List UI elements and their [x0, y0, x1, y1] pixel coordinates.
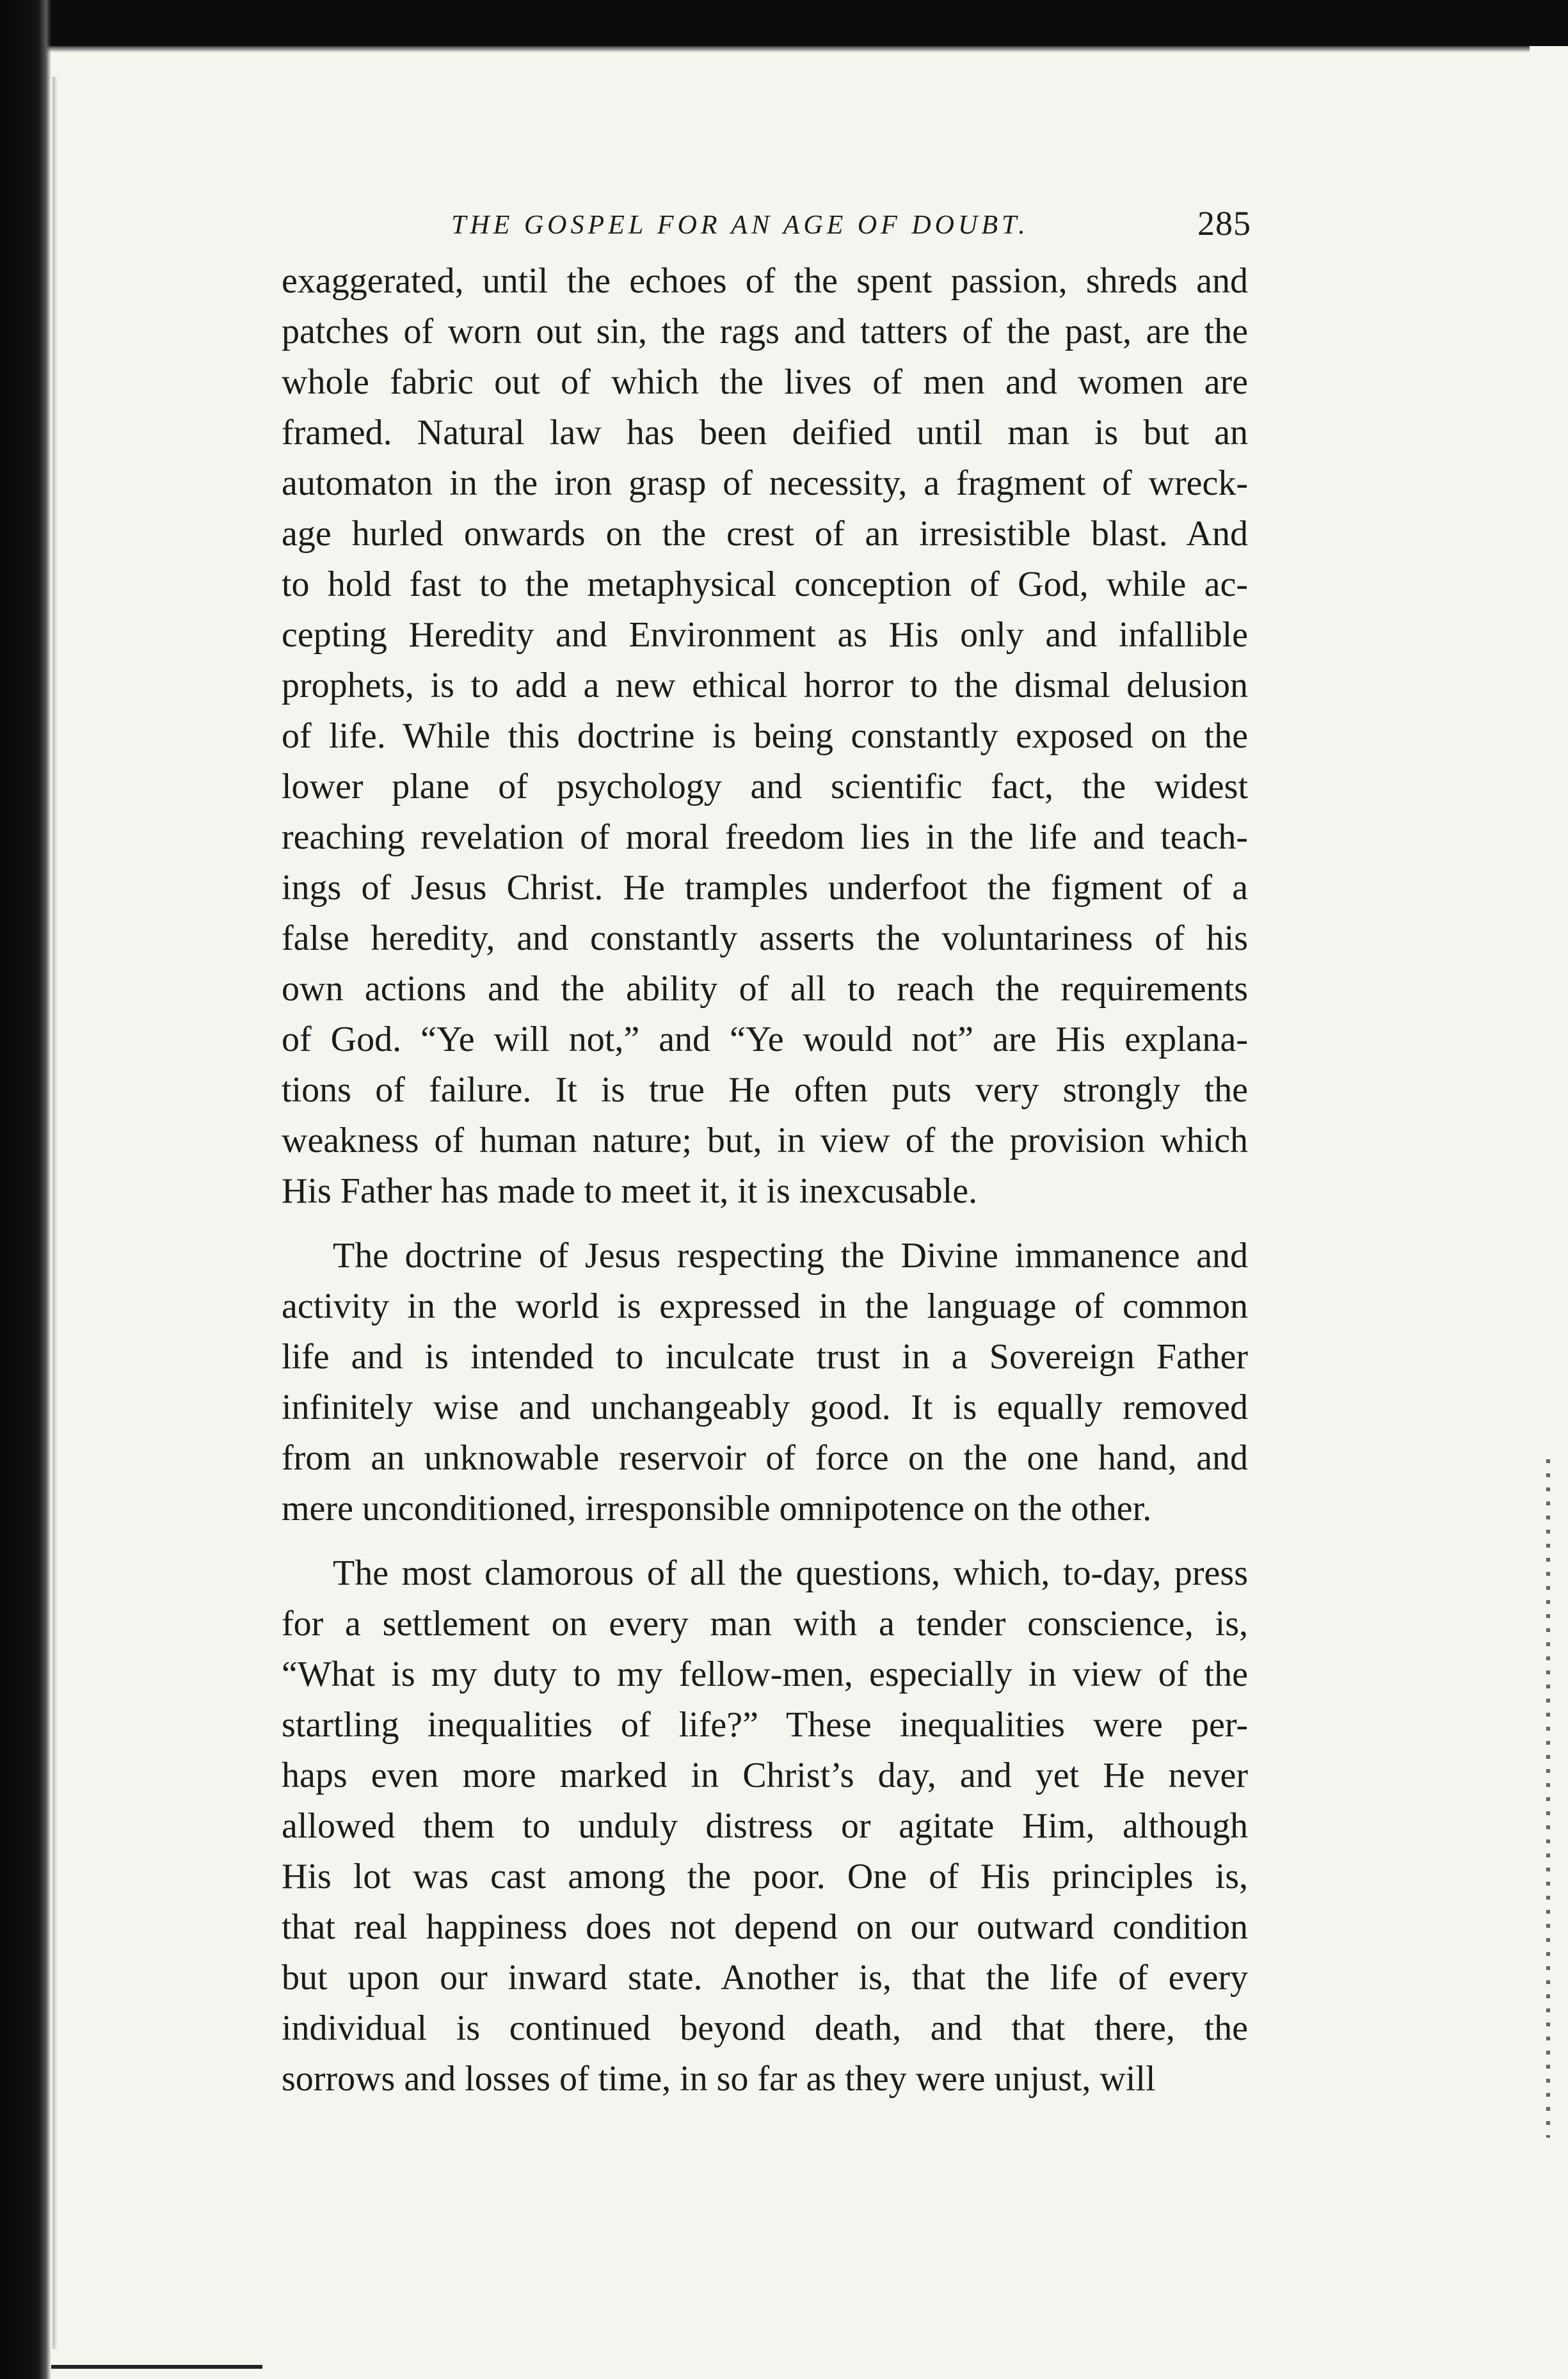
scan-edge-marks	[1546, 1459, 1550, 2138]
running-head	[259, 204, 1251, 248]
text-line: reaching revelation of moral freedom lies in the life and teach-	[282, 817, 1248, 857]
text-line: allowed them to unduly distress or agitate Him, although	[282, 1806, 1248, 1846]
text-line: The most clamorous of all the questions, which, to-day, press	[333, 1553, 1248, 1593]
text-line: ings of Jesus Christ. He tramples underfoot the figment of a	[282, 868, 1248, 908]
text-line: framed. Natural law has been deified until man is but an	[282, 413, 1248, 453]
paragraph-gap	[282, 1217, 1248, 1231]
text-line: His Father has made to meet it, it is inexcusable.	[282, 1171, 978, 1211]
paragraph	[282, 256, 1248, 1217]
text-line: own actions and the ability of all to reach the requirements	[282, 969, 1248, 1009]
text-line: startling inequalities of life?” These inequalities were per-	[282, 1705, 1248, 1745]
text-line: for a settlement on every man with a tender conscience, is,	[282, 1604, 1248, 1644]
scan-border-top-shadow	[38, 46, 1530, 52]
text-line: that real happiness does not depend on our outward condition	[282, 1907, 1248, 1947]
text-line: The doctrine of Jesus respecting the Divine immanence and	[333, 1236, 1248, 1276]
text-line: whole fabric out of which the lives of men and women are	[282, 362, 1248, 402]
paragraph	[282, 1548, 1248, 2104]
text-line: automaton in the iron grasp of necessity, a fragment of wreck-	[282, 463, 1248, 503]
text-line: lower plane of psychology and scientific fact, the widest	[282, 767, 1248, 806]
scan-border-bottom	[51, 2365, 262, 2369]
text-line: life and is intended to inculcate trust in a Sovereign Father	[282, 1337, 1248, 1377]
text-line: of God. “Ye will not,” and “Ye would not” are His explana-	[282, 1020, 1248, 1059]
running-title: THE GOSPEL FOR AN AGE OF DOUBT.	[451, 211, 1029, 240]
text-line: activity in the world is expressed in the language of common	[282, 1286, 1248, 1326]
text-line: prophets, is to add a new ethical horror to the dismal delusion	[282, 666, 1248, 705]
paragraph-gap	[282, 1534, 1248, 1548]
paragraph	[282, 1231, 1248, 1534]
text-line: His lot was cast among the poor. One of His principles is,	[282, 1857, 1248, 1896]
text-line: “What is my duty to my fellow-men, especially in view of the	[282, 1654, 1248, 1694]
text-line: age hurled onwards on the crest of an irresistible blast. And	[282, 514, 1248, 554]
text-line: infinitely wise and unchangeably good. It is equally removed	[282, 1388, 1248, 1427]
text-line: tions of failure. It is true He often puts very strongly the	[282, 1070, 1248, 1110]
page-number: 285	[1197, 204, 1251, 243]
text-line: of life. While this doctrine is being constantly exposed on the	[282, 716, 1248, 756]
text-line: false heredity, and constantly asserts the voluntariness of his	[282, 918, 1248, 958]
text-line: weakness of human nature; but, in view of the provision which	[282, 1121, 1248, 1160]
text-line: patches of worn out sin, the rags and tatters of the past, are the	[282, 312, 1248, 351]
text-line: individual is continued beyond death, and that there, the	[282, 2008, 1248, 2048]
text-line: cepting Heredity and Environment as His only and infallible	[282, 615, 1248, 655]
scan-border-top	[0, 0, 1568, 46]
text-line: haps even more marked in Christ’s day, and yet He never	[282, 1756, 1248, 1795]
text-line: but upon our inward state. Another is, that the life of every	[282, 1958, 1248, 1998]
text-line: from an unknowable reservoir of force on the one hand, and	[282, 1438, 1248, 1478]
text-line: mere unconditioned, irresponsible omnipotence on the other.	[282, 1489, 1152, 1528]
scan-border-left	[0, 0, 51, 2379]
text-line: sorrows and losses of time, in so far as they were unjust, will	[282, 2059, 1156, 2099]
text-line: to hold fast to the metaphysical conception of God, while ac-	[282, 565, 1248, 604]
text-line: exaggerated, until the echoes of the spent passion, shreds and	[282, 261, 1248, 301]
body-text	[282, 256, 1248, 2104]
scan-border-left-shadow	[52, 77, 58, 2349]
